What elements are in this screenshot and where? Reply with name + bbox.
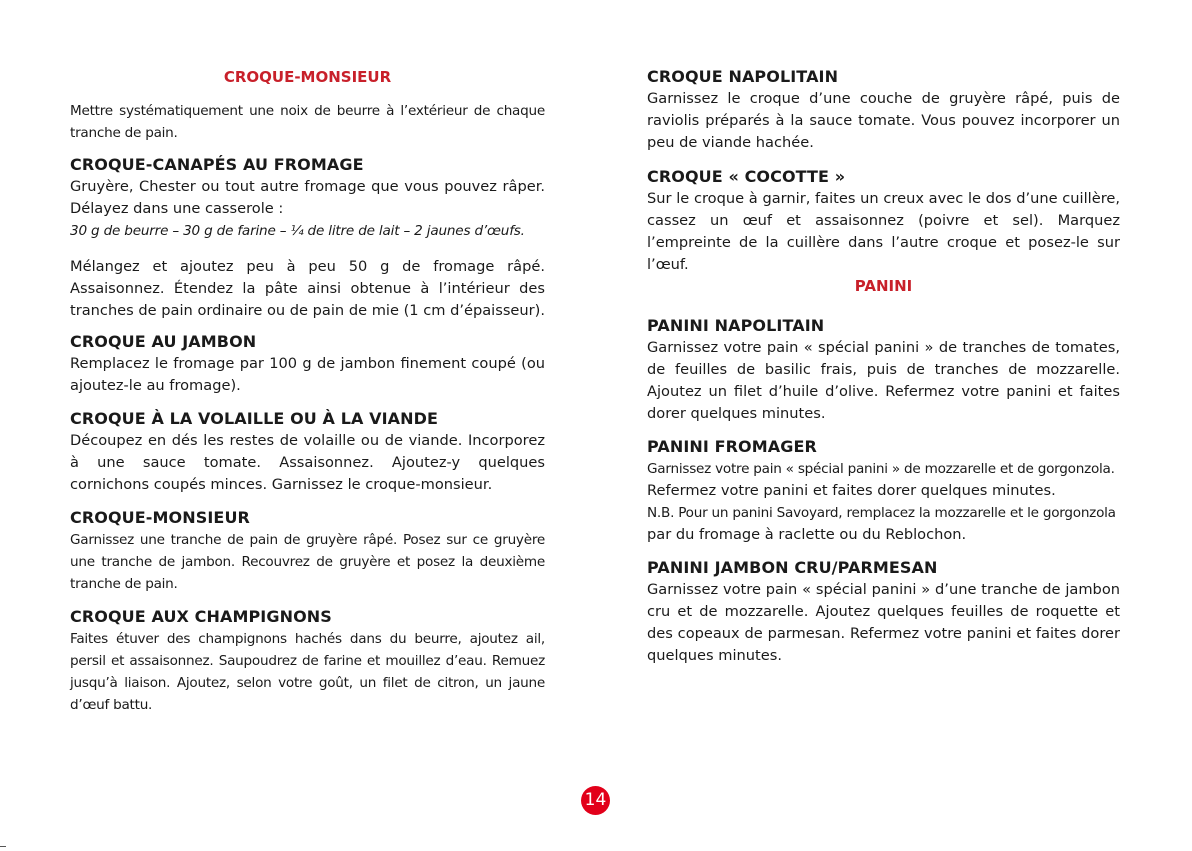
recipe-monsieur — [70, 507, 545, 595]
recipe-title: PANINI NAPOLITAIN — [647, 316, 825, 335]
recipe-text: Garnissez le croque d’une couche de gruyère râpé, puis de raviolis préparés à la sauce tomate. Vous pouvez incorporer un peu de viande hachée. — [647, 90, 1120, 151]
recipe-text: Découpez en dés les restes de volaille ou de viande. Incorporez à une sauce tomate. Assaisonnez. Ajoutez-y quelques cornichons coupés minces. Garnissez le croque-monsieur. — [70, 432, 545, 493]
recipe-canapes — [70, 154, 545, 242]
recipe-title: CROQUE À LA VOLAILLE OU À LA VIANDE — [70, 409, 439, 428]
recipe-jambon — [70, 331, 545, 397]
recipe-title: CROQUE « COCOTTE » — [647, 167, 846, 186]
recipe-panini-jambon — [647, 557, 1120, 667]
recipe-champignons — [70, 606, 545, 716]
recipe-text: Gruyère, Chester ou tout autre fromage que vous pouvez râper. Délayez dans une casserole : — [70, 178, 545, 217]
recipe-title: CROQUE NAPOLITAIN — [647, 67, 839, 86]
recipe-title: CROQUE-MONSIEUR — [70, 508, 250, 527]
intro-block — [70, 100, 545, 144]
recipe-title: PANINI JAMBON CRU/PARMESAN — [647, 558, 938, 577]
recipe-note: par du fromage à raclette ou du Reblochon. — [647, 526, 967, 543]
recipe-panini-fromager — [647, 436, 1120, 546]
recipe-title: CROQUE-CANAPÉS AU FROMAGE — [70, 155, 364, 174]
recipe-text: Garnissez votre pain « spécial panini » de mozzarelle et de gorgonzola. — [647, 461, 1115, 477]
recipe-canapes-method — [70, 256, 545, 322]
intro-text: Mettre systématiquement une noix de beurre à l’extérieur de chaque tranche de pain. — [70, 103, 545, 141]
recipe-title: PANINI FROMAGER — [647, 437, 817, 456]
recipe-text: Garnissez une tranche de pain de gruyère râpé. Posez sur ce gruyère une tranche de jambon. Recouvrez de gruyère et posez la deuxième tranche de pain. — [70, 532, 545, 592]
recipe-note: N.B. Pour un panini Savoyard, remplacez la mozzarelle et le gorgonzola — [647, 505, 1116, 521]
recipe-ingredients: 30 g de beurre – 30 g de farine – ¼ de litre de lait – 2 jaunes d’œufs. — [70, 223, 525, 239]
recipe-text: Garnissez votre pain « spécial panini » d’une tranche de jambon cru et de mozzarelle. Ajoutez quelques feuilles de roquette et des copeaux de parmesan. Refermez votre panini et faites dorer quelques minutes. — [647, 581, 1120, 664]
recipe-text: Sur le croque à garnir, faites un creux avec le dos d’une cuillère, cassez un œuf et assaisonnez (poivre et sel). Marquez l’empreinte de la cuillère dans l’autre croque et posez-le sur l’œuf. — [647, 190, 1120, 273]
recipe-napolitain — [647, 66, 1120, 154]
recipe-text: Remplacez le fromage par 100 g de jambon finement coupé (ou ajoutez-le au fromage). — [70, 355, 545, 394]
page-number-badge: 14 — [581, 786, 610, 815]
recipe-text: Mélangez et ajoutez peu à peu 50 g de fromage râpé. Assaisonnez. Étendez la pâte ainsi obtenue à l’intérieur des tranches de pain ordinaire ou de pain de mie (1 cm d’épaisseur). — [70, 258, 545, 319]
recipe-cocotte — [647, 166, 1120, 276]
section-title: CROQUE-MONSIEUR — [223, 68, 392, 86]
recipe-panini-napolitain — [647, 315, 1120, 425]
section-title-panini — [647, 275, 1120, 297]
crop-mark — [0, 846, 6, 847]
recipe-text: Garnissez votre pain « spécial panini » de tranches de tomates, de feuilles de basilic frais, puis de tranches de mozzarelle. Ajoutez un filet d’huile d’olive. Refermez votre panini et faites dorer quelques minutes. — [647, 339, 1120, 422]
recipe-title: CROQUE AUX CHAMPIGNONS — [70, 607, 332, 626]
recipe-text: Refermez votre panini et faites dorer quelques minutes. — [647, 482, 1056, 499]
recipe-text: Faites étuver des champignons hachés dans du beurre, ajoutez ail, persil et assaisonnez. Saupoudrez de farine et mouillez d’eau. Remuez jusqu’à liaison. Ajoutez, selon votre goût, un filet de citron, un jaune d’œuf battu. — [70, 631, 545, 713]
section-title: PANINI — [854, 277, 913, 295]
recipe-volaille — [70, 408, 545, 496]
recipe-title: CROQUE AU JAMBON — [70, 332, 257, 351]
section-title-croque-monsieur — [70, 66, 545, 88]
